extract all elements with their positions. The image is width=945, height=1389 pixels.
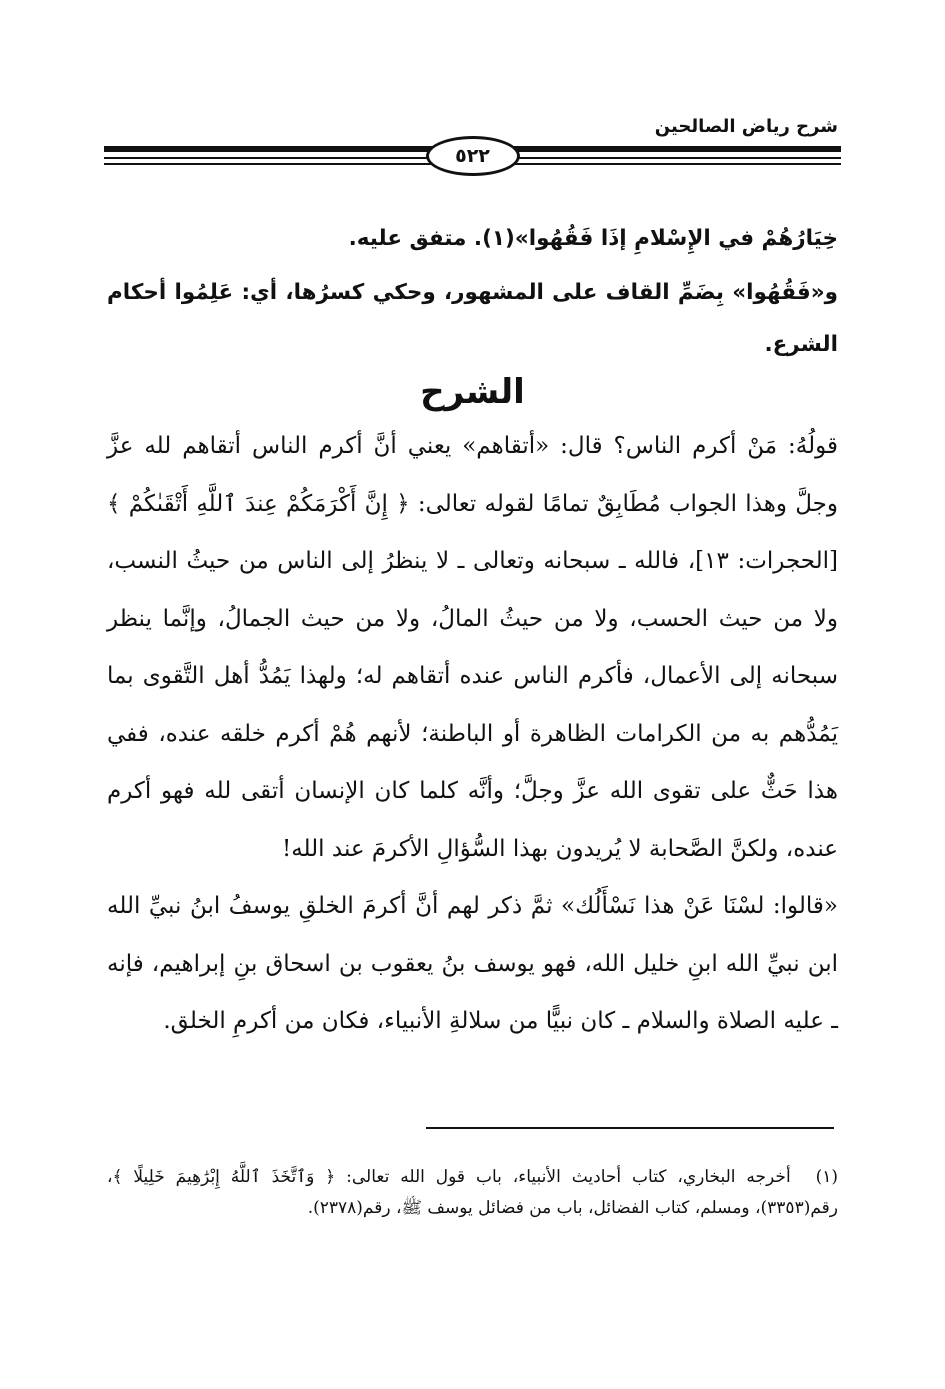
footnote	[107, 1162, 838, 1224]
running-title: شرح رياض الصالحين	[654, 116, 838, 137]
commentary	[107, 418, 838, 1051]
footnote-number: (١)	[815, 1167, 838, 1187]
hadith-ending: خِيَارُهُمْ في الإِسْلامِ إذَا فَقُهُوا»(١). متفق عليه.	[348, 226, 838, 251]
footnote-text: أخرجه البخاري، كتاب أحاديث الأنبياء، باب قول الله تعالى: ﴿ وَٱتَّخَذَ ٱللَّهُ إِبْرَٰهِيمَ خَلِيلًا ﴾، رقم(٣٣٥٣)، ومسلم، كتاب الفضائل، باب من فضائل يوسف ﷺ، رقم(٢٣٧٨).	[107, 1167, 838, 1218]
page-number-badge	[426, 136, 520, 176]
page-number: ٥٢٢	[455, 145, 490, 167]
intro-text	[107, 213, 838, 371]
footnote-separator	[426, 1127, 834, 1129]
commentary-paragraph-1: قولُهُ: مَنْ أكرم الناس؟ قال: «أتقاهم» يعني أنَّ أكرم الناس أتقاهم لله عزَّ وجلَّ وهذا الجواب مُطَابِقٌ تمامًا لقوله تعالى: ﴿ إِنَّ أَكْرَمَكُمْ عِندَ ٱللَّهِ أَتْقَىٰكُمْ ﴾ [الحجرات: ١٣]، فالله ـ سبحانه وتعالى ـ لا ينظرُ إلى الناس من حيثُ النسب، ولا من حيث الحسب، ولا من حيثُ المالُ، ولا من حيث الجمالُ، وإنَّما ينظر سبحانه إلى الأعمال، فأكرم الناس عنده أتقاهم له؛ ولهذا يَمُدُّ أهل التَّقوى بما يَمُدُّهم به من الكرامات الظاهرة أو الباطنة؛ لأنهم هُمْ أكرم خلقه عنده، ففي هذا حَثٌّ على تقوى الله عزَّ وجلَّ؛ وأنَّه كلما كان الإنسان أتقى لله فهو أكرم عنده، ولكنَّ الصَّحابة لا يُريدون بهذا السُّؤالِ الأكرمَ عند الله!	[107, 433, 839, 862]
section-heading: الشرح	[420, 372, 525, 412]
word-explanation: و«فَقُهُوا» بِضَمِّ القاف على المشهور، وحكي كسرُها، أي: عَلِمُوا أحكام الشرع.	[107, 280, 838, 357]
commentary-paragraph-2: «قالوا: لسْنَا عَنْ هذا نَسْأَلُك» ثمَّ ذكر لهم أنَّ أكرمَ الخلقِ يوسفُ ابنُ نبيِّ الله ابن نبيِّ الله ابنِ خليل الله، فهو يوسف بنُ يعقوب بن اسحاق بنِ إبراهيم، فإنه ـ عليه الصلاة والسلام ـ كان نبيًّا من سلالةِ الأنبياء، فكان من أكرمِ الخلق.	[107, 893, 838, 1034]
